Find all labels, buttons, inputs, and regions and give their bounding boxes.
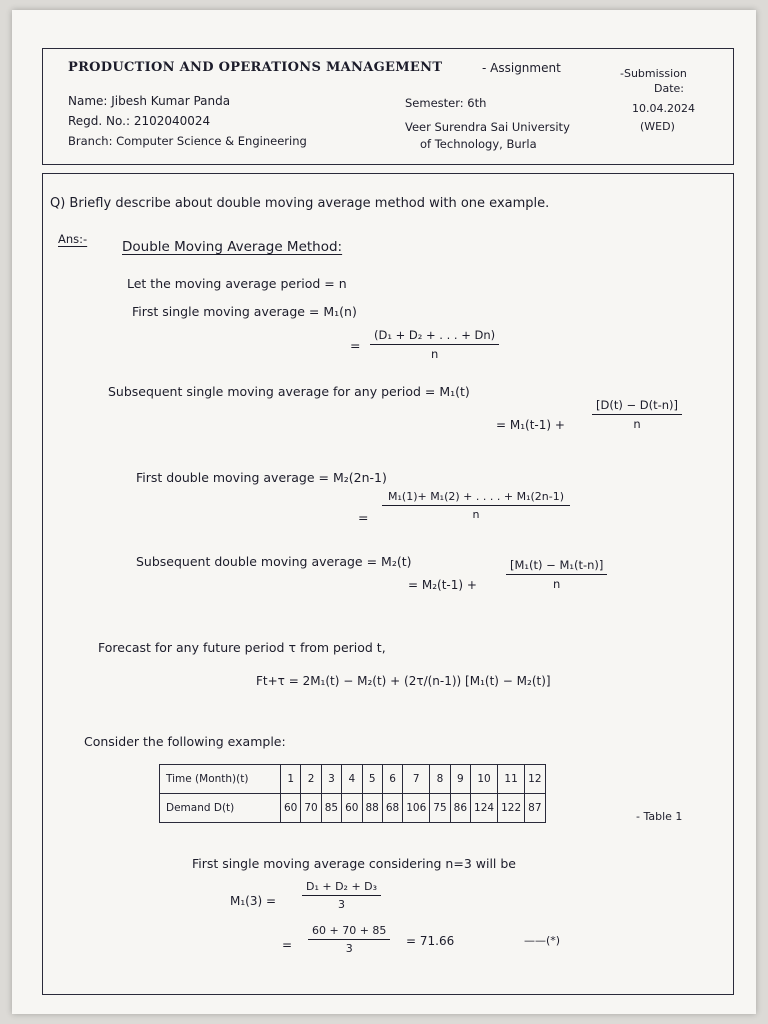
table-cell: 2 [301, 765, 321, 794]
equation-tag: ——(*) [524, 934, 561, 947]
first-single-ma-eq: = [350, 338, 361, 353]
fraction-denominator: n [553, 577, 561, 591]
fraction-denominator: 3 [345, 942, 353, 955]
subsequent-single-ma-label: Subsequent single moving average for any period = M₁(t) [108, 384, 470, 399]
forecast-formula: Ft+τ = 2M₁(t) − M₂(t) + (2τ/(n-1)) [M₁(t) − M₂(t)] [256, 674, 551, 688]
answer-box [42, 173, 734, 995]
table-cell: 124 [471, 794, 498, 823]
table-cell: 1 [281, 765, 301, 794]
m1-3-fraction [302, 880, 381, 911]
fraction-numerator: 60 + 70 + 85 [308, 924, 390, 940]
example-intro: Consider the following example: [84, 734, 286, 749]
table-cell: 75 [430, 794, 450, 823]
table-cell: 5 [362, 765, 382, 794]
fraction-numerator: D₁ + D₂ + D₃ [302, 880, 381, 896]
fraction-numerator: [D(t) − D(t-n)] [592, 398, 682, 415]
first-single-ma-fraction [370, 328, 499, 361]
submission-label-1: -Submission [620, 67, 687, 80]
table-cell: 7 [403, 765, 430, 794]
fraction-numerator: M₁(1)+ M₁(2) + . . . . + M₁(2n-1) [382, 490, 570, 506]
answer-label: Ans:- [58, 232, 88, 246]
table-row-label-demand: Demand D(t) [160, 794, 281, 823]
assignment-title: PRODUCTION AND OPERATIONS MANAGEMENT [68, 60, 443, 75]
table-cell: 9 [450, 765, 470, 794]
registration-number: Regd. No.: 2102040024 [68, 114, 211, 128]
table-cell: 6 [382, 765, 402, 794]
semester: Semester: 6th [405, 96, 487, 110]
fraction-numerator: (D₁ + D₂ + . . . + Dn) [370, 328, 499, 345]
table-cell: 70 [301, 794, 321, 823]
question-text: Q) Briefly describe about double moving average method with one example. [50, 196, 550, 211]
table-caption: - Table 1 [636, 810, 683, 823]
subsequent-single-ma-eq: = M₁(t-1) + [496, 418, 565, 432]
fraction-denominator: n [633, 417, 641, 431]
table-row [160, 794, 546, 823]
submission-day: (WED) [640, 120, 675, 133]
m1-3-result: = 71.66 [406, 934, 455, 948]
table-row-label-month: Time (Month)(t) [160, 765, 281, 794]
first-double-ma-eq: = [358, 510, 369, 525]
university-line-2: of Technology, Burla [420, 137, 537, 151]
table-cell: 85 [321, 794, 341, 823]
table-cell: 60 [281, 794, 301, 823]
fraction-denominator: n [472, 508, 480, 521]
m1-3-value-fraction [308, 924, 390, 955]
fraction-denominator: n [430, 347, 439, 361]
section-title: Double Moving Average Method: [122, 239, 343, 255]
subsequent-single-ma-fraction [592, 398, 682, 431]
m1-3-eq: = [282, 938, 293, 952]
table-cell: 8 [430, 765, 450, 794]
table-cell: 88 [362, 794, 382, 823]
example-step-label: First single moving average considering n=3 will be [192, 856, 516, 871]
submission-label-2: Date: [654, 82, 684, 95]
first-double-ma-fraction [382, 490, 570, 521]
table-row [160, 765, 546, 794]
period-definition: Let the moving average period = n [127, 276, 347, 291]
subsequent-double-ma-fraction [506, 558, 607, 591]
table-cell: 87 [525, 794, 545, 823]
table-cell: 3 [321, 765, 341, 794]
table-cell: 4 [342, 765, 362, 794]
demand-table [159, 764, 546, 823]
submission-date: 10.04.2024 [632, 102, 695, 115]
first-single-ma-label: First single moving average = M₁(n) [132, 304, 357, 319]
forecast-label: Forecast for any future period τ from period t, [98, 640, 386, 655]
fraction-numerator: [M₁(t) − M₁(t-n)] [506, 558, 607, 575]
assignment-suffix: - Assignment [482, 61, 561, 75]
university-line-1: Veer Surendra Sai University [405, 120, 570, 134]
table-cell: 122 [498, 794, 525, 823]
subsequent-double-ma-label: Subsequent double moving average = M₂(t) [136, 554, 412, 569]
subsequent-double-ma-eq: = M₂(t-1) + [408, 578, 477, 592]
table-cell: 68 [382, 794, 402, 823]
table-cell: 86 [450, 794, 470, 823]
notebook-page [12, 10, 756, 1014]
student-name: Name: Jibesh Kumar Panda [68, 94, 231, 108]
first-double-ma-label: First double moving average = M₂(2n-1) [136, 470, 387, 485]
fraction-denominator: 3 [338, 898, 346, 911]
branch: Branch: Computer Science & Engineering [68, 134, 307, 148]
table-cell: 106 [403, 794, 430, 823]
table-cell: 12 [525, 765, 545, 794]
table-cell: 60 [342, 794, 362, 823]
table-cell: 10 [471, 765, 498, 794]
m1-3-lhs: M₁(3) = [230, 894, 277, 908]
table-cell: 11 [498, 765, 525, 794]
